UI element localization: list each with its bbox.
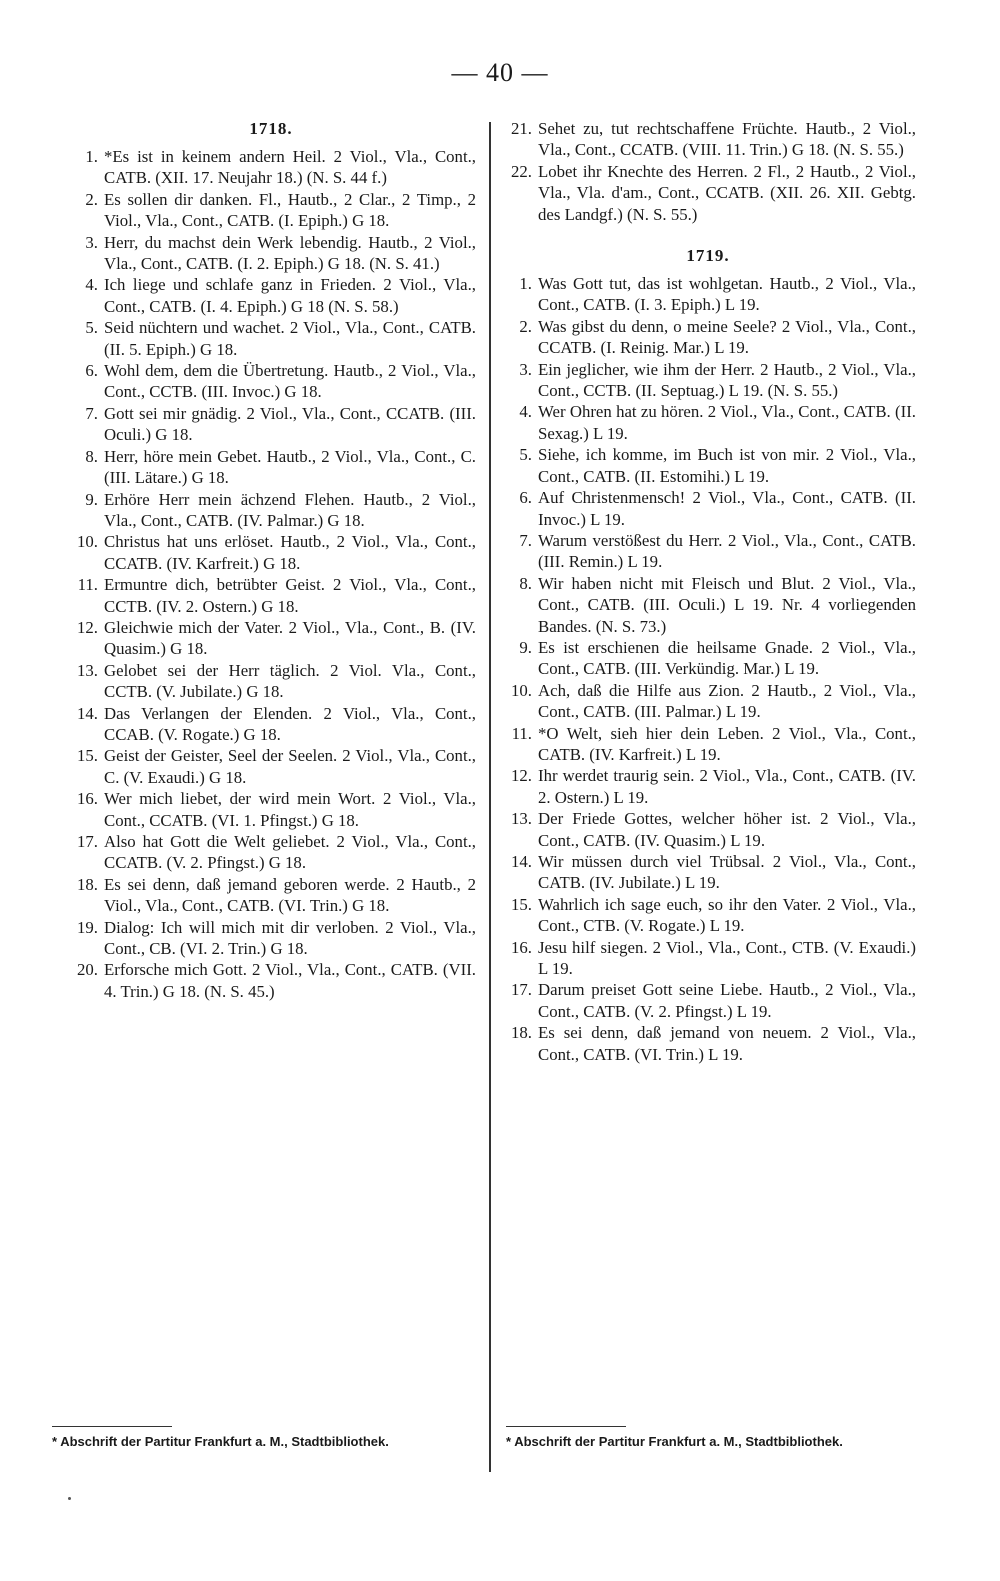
entry-number: 14. (511, 852, 532, 871)
entry-list-1718-continued (500, 118, 916, 225)
entry-number: 13. (77, 660, 98, 680)
entry-number: 11. (511, 723, 532, 743)
entry-text: Es sollen dir danken. Fl., Hautb., 2 Clar., 2 Timp., 2 Viol., Vla., Cont., CATB. (I. Epiph.) G 18. (104, 189, 476, 231)
right-column (500, 118, 916, 1065)
entry-text: Wer Ohren hat zu hören. 2 Viol., Vla., Cont., CATB. (II. Sexag.) L 19. (538, 402, 916, 443)
entry-text: Erforsche mich Gott. 2 Viol., Vla., Cont., CATB. (VII. 4. Trin.) G 18. (N. S. 45.) (104, 960, 476, 1001)
entry-text: Auf Christenmensch! 2 Viol., Vla., Cont., CATB. (II. Invoc.) L 19. (538, 488, 916, 529)
entry-number: 13. (511, 809, 532, 829)
catalog-entry (500, 851, 916, 894)
entry-text: Es sei denn, daß jemand von neuem. 2 Viol., Vla., Cont., CATB. (VI. Trin.) L 19. (538, 1023, 916, 1064)
left-column (66, 118, 476, 1002)
catalog-entry (500, 808, 916, 851)
catalog-entry (500, 723, 916, 766)
entry-number: 10. (77, 532, 98, 552)
catalog-entry (500, 487, 916, 530)
entry-text: Wer mich liebet, der wird mein Wort. 2 Viol., Vla., Cont., CCATB. (VI. 1. Pfingst.) G 18. (104, 789, 476, 830)
catalog-entry (500, 444, 916, 487)
entry-number: 4. (85, 275, 98, 295)
column-divider (489, 122, 491, 1472)
entry-text: Sehet zu, tut rechtschaffene Früchte. Hautb., 2 Viol., Vla., Cont., CCATB. (VIII. 11. Trin.) G 18. (N. S. 55.) (538, 119, 916, 160)
entry-text: Wir haben nicht mit Fleisch und Blut. 2 Viol., Vla., Cont., CATB. (III. Oculi.) L 19. Nr. 4 vorliegenden Bandes. (N. S. 73.) (538, 573, 916, 636)
entry-text: Jesu hilf siegen. 2 Viol., Vla., Cont., CTB. (V. Exaudi.) L 19. (538, 937, 916, 979)
entry-text: Ach, daß die Hilfe aus Zion. 2 Hautb., 2 Viol., Vla., Cont., CATB. (III. Palmar.) L 19. (538, 680, 916, 722)
catalog-entry (500, 530, 916, 573)
entry-text: Christus hat uns erlöset. Hautb., 2 Viol., Vla., Cont., CCATB. (IV. Karfreit.) G 18. (104, 532, 476, 573)
entry-text: Der Friede Gottes, welcher höher ist. 2 Viol., Vla., Cont., CATB. (IV. Quasim.) L 19. (538, 809, 916, 850)
entry-number: 19. (77, 917, 98, 937)
year-heading-1719: 1719. (686, 246, 730, 266)
catalog-entry (66, 917, 476, 960)
catalog-entry (66, 745, 476, 788)
entry-text: Erhöre Herr mein ächzend Flehen. Hautb., 2 Viol., Vla., Cont., CATB. (IV. Palmar.) G 18. (104, 489, 476, 530)
catalog-entry (66, 317, 476, 360)
entry-number: 18. (511, 1023, 532, 1043)
entry-text: Warum verstößest du Herr. 2 Viol., Vla., Cont., CATB. (III. Remin.) L 19. (538, 530, 916, 572)
entry-text: Es ist erschienen die heilsame Gnade. 2 Viol., Vla., Cont., CATB. (III. Verkündig. Mar.) L 19. (538, 637, 916, 679)
catalog-entry (500, 979, 916, 1022)
catalog-entry (66, 617, 476, 660)
catalog-entry (500, 161, 916, 225)
entry-text: Lobet ihr Knechte des Herren. 2 Fl., 2 Hautb., 2 Viol., Vla., Vla. d'am., Cont., CCATB. (XII. 26. XII. Gebtg. des Landgf.) (N. S. 55.) (538, 161, 916, 224)
catalog-entry (66, 874, 476, 917)
entry-number: 20. (77, 960, 98, 980)
catalog-entry (500, 894, 916, 937)
catalog-entry (66, 703, 476, 746)
entry-text: Also hat Gott die Welt geliebet. 2 Viol., Vla., Cont., CCATB. (V. 2. Pfingst.) G 18. (104, 832, 476, 873)
catalog-entry (66, 531, 476, 574)
entry-number: 8. (519, 573, 532, 593)
entry-number: 7. (519, 530, 532, 550)
entry-text: Ihr werdet traurig sein. 2 Viol., Vla., Cont., CATB. (IV. 2. Ostern.) L 19. (538, 766, 916, 807)
entry-number: 9. (85, 489, 98, 509)
entry-number: 15. (511, 894, 532, 914)
entry-number: 1. (519, 274, 532, 294)
page-number: — 40 — (451, 58, 549, 87)
entry-number: 18. (77, 874, 98, 894)
entry-list-1718 (66, 146, 476, 1002)
entry-number: 2. (85, 189, 98, 209)
entry-number: 11. (77, 575, 98, 595)
footnote-left-block (52, 1412, 482, 1450)
catalog-entry (500, 937, 916, 980)
entry-text: Was Gott tut, das ist wohlgetan. Hautb., 2 Viol., Vla., Cont., CATB. (I. 3. Epiph.) L 19. (538, 274, 916, 315)
entry-text: Dialog: Ich will mich mit dir verloben. 2 Viol., Vla., Cont., CB. (VI. 2. Trin.) G 18. (104, 917, 476, 959)
entry-text: *Es ist in keinem andern Heil. 2 Viol., Vla., Cont., CATB. (XII. 17. Neujahr 18.) (N. S. 44 f.) (104, 147, 476, 188)
entry-number: 1. (85, 147, 98, 166)
catalog-entry (66, 360, 476, 403)
entry-number: 17. (511, 980, 532, 1000)
stray-ink-mark (68, 1497, 71, 1500)
entry-text: Es sei denn, daß jemand geboren werde. 2 Hautb., 2 Viol., Vla., Cont., CATB. (VI. Trin.) G 18. (104, 874, 476, 916)
catalog-entry (66, 403, 476, 446)
entry-text: Gott sei mir gnädig. 2 Viol., Vla., Cont., CCATB. (III. Oculi.) G 18. (104, 403, 476, 445)
entry-text: Darum preiset Gott seine Liebe. Hautb., 2 Viol., Vla., Cont., CATB. (V. 2. Pfingst.) L 19. (538, 980, 916, 1021)
entry-text: Gleichwie mich der Vater. 2 Viol., Vla., Cont., B. (IV. Quasim.) G 18. (104, 617, 476, 659)
catalog-entry (500, 118, 916, 161)
entry-number: 9. (519, 637, 532, 657)
entry-number: 3. (519, 359, 532, 379)
catalog-entry (66, 189, 476, 232)
catalog-entry (66, 660, 476, 703)
entry-text: Wohl dem, dem die Übertretung. Hautb., 2 Viol., Vla., Cont., CCTB. (III. Invoc.) G 18. (104, 361, 476, 402)
entry-text: Wahrlich ich sage euch, so ihr den Vater. 2 Viol., Vla., Cont., CTB. (V. Rogate.) L 19. (538, 894, 916, 936)
entry-number: 4. (519, 402, 532, 422)
entry-text: Seid nüchtern und wachet. 2 Viol., Vla., Cont., CATB. (II. 5. Epiph.) G 18. (104, 318, 476, 359)
year-heading-1718: 1718. (249, 119, 293, 138)
entry-text: Wir müssen durch viel Trübsal. 2 Viol., Vla., Cont., CATB. (IV. Jubilate.) L 19. (538, 852, 916, 893)
entry-number: 12. (511, 766, 532, 786)
entry-number: 22. (511, 161, 532, 181)
catalog-entry (66, 574, 476, 617)
entry-number: 6. (85, 361, 98, 381)
entry-number: 6. (519, 488, 532, 508)
entry-text: Das Verlangen der Elenden. 2 Viol., Vla., Cont., CCAB. (V. Rogate.) G 18. (104, 703, 476, 744)
catalog-entry (500, 273, 916, 316)
entry-number: 14. (77, 703, 98, 723)
catalog-entry (66, 146, 476, 189)
entry-text: Was gibst du denn, o meine Seele? 2 Viol., Vla., Cont., CCATB. (I. Reinig. Mar.) L 19. (538, 316, 916, 358)
entry-number: 5. (85, 318, 98, 338)
catalog-entry (66, 959, 476, 1002)
entry-text: Herr, du machst dein Werk lebendig. Hautb., 2 Viol., Vla., Cont., CATB. (I. 2. Epiph.) G 18. (N. S. 41.) (104, 232, 476, 274)
entry-number: 15. (77, 746, 98, 766)
entry-list-1719 (500, 273, 916, 1065)
catalog-entry (66, 831, 476, 874)
catalog-entry (500, 359, 916, 402)
catalog-entry (500, 765, 916, 808)
entry-text: Ermuntre dich, betrübter Geist. 2 Viol., Vla., Cont., CCTB. (IV. 2. Ostern.) G 18. (104, 575, 476, 616)
entry-text: Herr, höre mein Gebet. Hautb., 2 Viol., Vla., Cont., C. (III. Lätare.) G 18. (104, 446, 476, 488)
catalog-entry (66, 788, 476, 831)
catalog-entry (500, 401, 916, 444)
entry-text: Ein jeglicher, wie ihm der Herr. 2 Hautb., 2 Viol., Vla., Cont., CCTB. (II. Septuag.) L 19. (N. S. 55.) (538, 359, 916, 401)
entry-number: 2. (519, 316, 532, 336)
entry-number: 5. (519, 445, 532, 465)
catalog-entry (66, 446, 476, 489)
entry-number: 10. (511, 680, 532, 700)
catalog-entry (66, 232, 476, 275)
catalog-entry (66, 489, 476, 532)
entry-number: 12. (77, 617, 98, 637)
catalog-entry (66, 274, 476, 317)
footnote-left: * Abschrift der Partitur Frankfurt a. M., Stadtbibliothek. (52, 1434, 389, 1449)
entry-text: Gelobet sei der Herr täglich. 2 Viol. Vla., Cont., CCTB. (V. Jubilate.) G 18. (104, 660, 476, 702)
entry-text: Ich liege und schlafe ganz in Frieden. 2 Viol., Vla., Cont., CATB. (I. 4. Epiph.) G 18 (N. S. 58.) (104, 275, 476, 316)
catalog-entry (500, 573, 916, 637)
footnote-right: * Abschrift der Partitur Frankfurt a. M., Stadtbibliothek. (506, 1434, 843, 1449)
entry-text: Geist der Geister, Seel der Seelen. 2 Viol., Vla., Cont., C. (V. Exaudi.) G 18. (104, 746, 476, 787)
entry-number: 8. (85, 446, 98, 466)
entry-number: 16. (511, 937, 532, 957)
entry-text: Siehe, ich komme, im Buch ist von mir. 2 Viol., Vla., Cont., CATB. (II. Estomihi.) L 19. (538, 445, 916, 486)
entry-number: 7. (85, 403, 98, 423)
catalog-entry (500, 680, 916, 723)
catalog-entry (500, 316, 916, 359)
entry-text: *O Welt, sieh hier dein Leben. 2 Viol., Vla., Cont., CATB. (IV. Karfreit.) L 19. (538, 723, 916, 764)
catalog-entry (500, 1022, 916, 1065)
entry-number: 17. (77, 832, 98, 851)
catalog-entry (500, 637, 916, 680)
footnote-rule (506, 1426, 626, 1427)
entry-number: 16. (77, 789, 98, 809)
footnote-right-block (506, 1412, 916, 1450)
footnote-rule (52, 1426, 172, 1427)
entry-number: 3. (85, 232, 98, 252)
entry-number: 21. (511, 119, 532, 138)
